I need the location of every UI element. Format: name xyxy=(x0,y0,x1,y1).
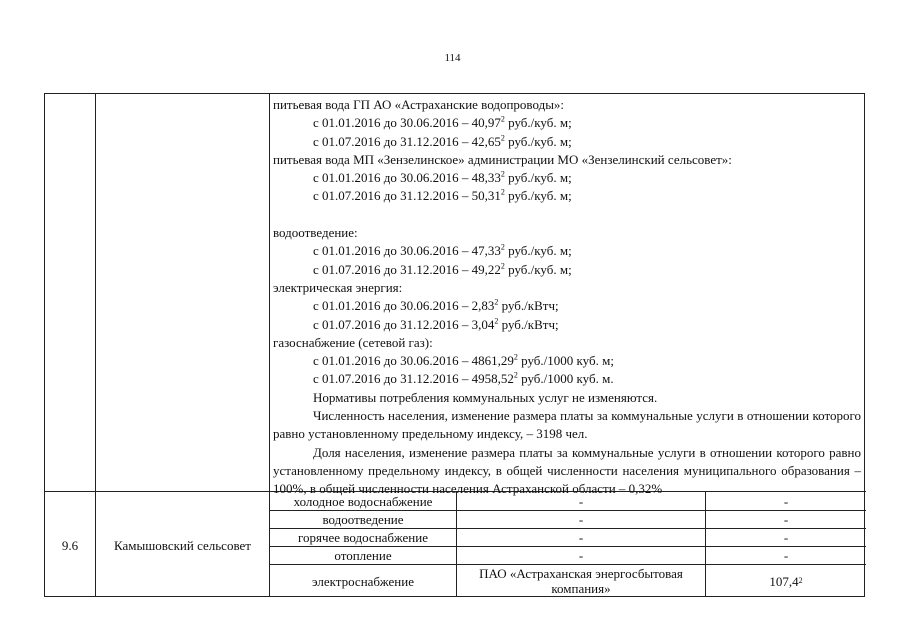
footnote-mark: 2 xyxy=(513,371,518,381)
paragraph-norms: Нормативы потребления коммунальных услуг не изменяются. xyxy=(313,389,658,405)
tariff-value: с 01.01.2016 до 30.06.2016 – 40,97 xyxy=(313,115,501,131)
tariff-index: - xyxy=(783,512,789,527)
tariff-value: с 01.01.2016 до 30.06.2016 – 48,33 xyxy=(313,170,501,186)
row-number: 9.6 xyxy=(61,537,79,553)
tariff-line xyxy=(273,370,861,388)
footnote-mark: 2 xyxy=(513,352,518,362)
tariff-line xyxy=(273,169,861,187)
tariff-unit: руб./кВтч; xyxy=(498,316,559,332)
tariff-unit: руб./куб. м; xyxy=(504,115,572,131)
paragraph-population: Численность населения, изменение размера платы за коммунальные услуги в отношении которого равно установленному предельному индексу, – 3198 чел. xyxy=(273,408,861,442)
tariff-line xyxy=(273,297,861,315)
footnote-mark: 2 xyxy=(500,188,505,198)
tariff-index: - xyxy=(783,548,789,563)
blank-line xyxy=(273,206,861,224)
footnote-mark: 2 xyxy=(500,261,505,271)
tariff-value: с 01.07.2016 до 31.12.2016 – 4958,52 xyxy=(313,371,514,387)
tariff-table xyxy=(44,93,865,597)
page-number: 114 xyxy=(444,52,461,64)
provider-name: ПАО «Астраханская энергосбытовая компания» xyxy=(479,566,683,596)
footnote-mark: 2 xyxy=(500,169,505,179)
tariff-value: с 01.07.2016 до 31.12.2016 – 49,22 xyxy=(313,261,501,277)
provider-name: - xyxy=(578,512,584,527)
tariff-unit: руб./1000 куб. м. xyxy=(517,371,614,387)
tariff-unit: руб./кВтч; xyxy=(498,298,559,314)
service-name: водоотведение xyxy=(322,512,404,527)
tariff-line xyxy=(273,187,861,205)
tariff-unit: руб./куб. м; xyxy=(504,261,572,277)
footnote-mark: 2 xyxy=(494,297,499,307)
tariff-line xyxy=(273,316,861,334)
tariff-value: с 01.07.2016 до 31.12.2016 – 3,04 xyxy=(313,316,495,332)
footnote-mark: 2 xyxy=(500,133,505,143)
tariff-unit: руб./куб. м; xyxy=(504,170,572,186)
tariff-unit: руб./куб. м; xyxy=(504,133,572,149)
service-name: отопление xyxy=(334,548,392,563)
text-line: питьевая вода ГП АО «Астраханские водопроводы»: xyxy=(273,97,565,112)
tariff-line xyxy=(273,133,861,151)
tariff-value: с 01.01.2016 до 30.06.2016 – 4861,29 xyxy=(313,353,514,369)
tariff-index: - xyxy=(783,493,789,509)
provider-name: - xyxy=(578,493,584,509)
tariff-line xyxy=(273,352,861,370)
footnote-mark: 2 xyxy=(500,243,505,253)
service-name: холодное водоснабжение xyxy=(293,493,433,509)
tariff-description xyxy=(273,96,861,499)
tariff-value: с 01.01.2016 до 30.06.2016 – 47,33 xyxy=(313,243,501,259)
tariff-unit: руб./куб. м; xyxy=(504,243,572,259)
footnote-mark: 2 xyxy=(494,316,499,326)
tariff-index: 107,4 xyxy=(769,573,799,589)
tariff-value: с 01.07.2016 до 31.12.2016 – 50,31 xyxy=(313,188,501,204)
paragraph-share: Доля населения, изменение размера платы за коммунальные услуги в отношении которого равно установленному предельному индексу, в общей численности населения муниципального образования – 100%, в общей численности населения Астраханской области – 0,32% xyxy=(273,444,861,497)
service-name: горячее водоснабжение xyxy=(298,530,428,545)
service-name: электроснабжение xyxy=(312,573,414,589)
municipality-name: Камышовский сельсовет xyxy=(114,537,251,553)
tariff-value: с 01.07.2016 до 31.12.2016 – 42,65 xyxy=(313,133,501,149)
tariff-index: - xyxy=(783,530,789,545)
tariff-value: с 01.01.2016 до 30.06.2016 – 2,83 xyxy=(313,298,495,314)
tariff-line xyxy=(273,114,861,132)
tariff-line xyxy=(273,261,861,279)
text-line: газоснабжение (сетевой газ): xyxy=(273,334,433,350)
footnote-mark: 2 xyxy=(500,114,505,124)
text-line: водоотведение: xyxy=(273,225,358,241)
provider-name: - xyxy=(578,548,584,563)
provider-name: - xyxy=(578,530,584,545)
tariff-line xyxy=(273,242,861,260)
tariff-unit: руб./куб. м; xyxy=(504,188,572,204)
tariff-index-cell: 107,4 2 xyxy=(769,573,803,589)
text-line: электрическая энергия: xyxy=(273,279,403,295)
tariff-unit: руб./1000 куб. м; xyxy=(517,353,614,369)
text-line: питьевая вода МП «Зензелинское» администрации МО «Зензелинский сельсовет»: xyxy=(273,151,732,167)
